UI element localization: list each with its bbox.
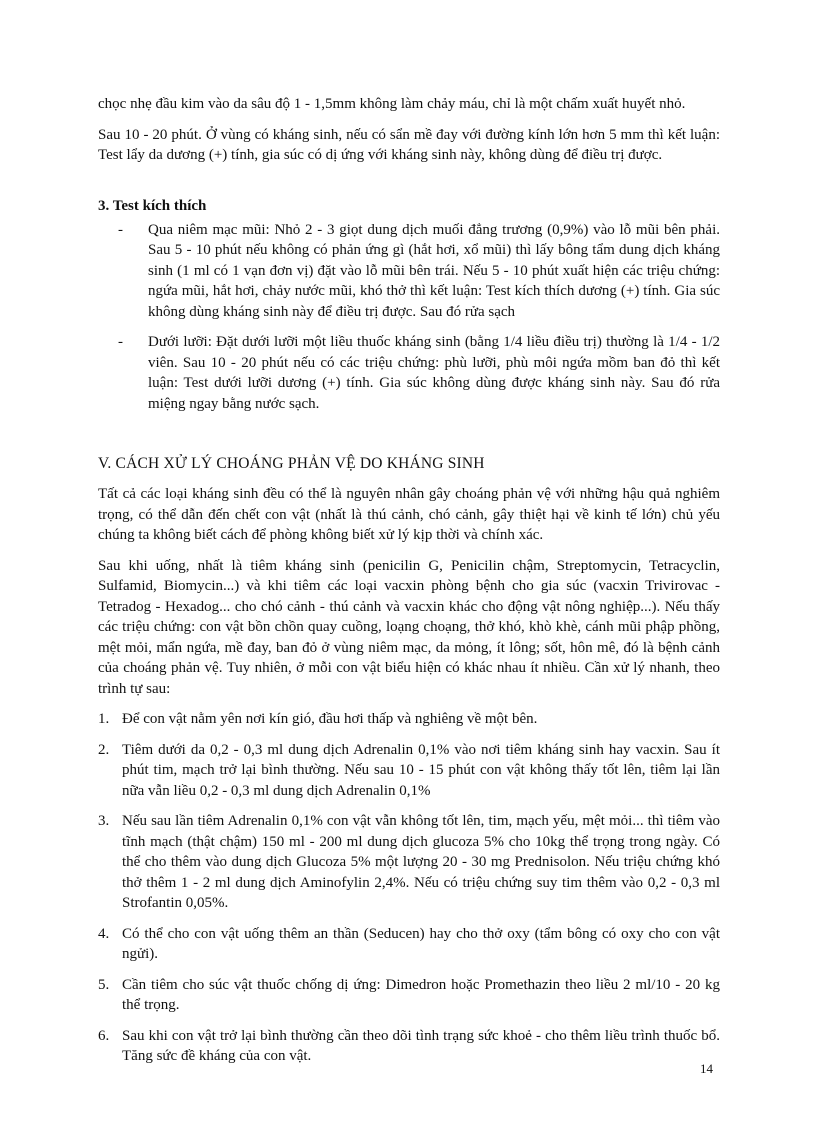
list-item-text: Dưới lưỡi: Đặt dưới lưỡi một liều thuốc kháng sinh (bằng 1/4 liều điều trị) thường là 1/4 - 1/2 viên. Sau 10 - 20 phút nếu có các triệu chứng: phù lưỡi, phù môi ngứa mồm ban đỏ thì kết luận: Test dưới lưỡi dương (+) tính. Gia súc không dùng được kháng sinh này. Sau đó rửa miệng ngay bằng nước sạch. <box>148 334 720 412</box>
dash-marker: - <box>118 334 123 350</box>
treatment-steps-list <box>98 709 720 1067</box>
list-item-text: Qua niêm mạc mũi: Nhỏ 2 - 3 giọt dung dịch muối đẳng trương (0,9%) vào lỗ mũi bên phải. Sau 5 - 10 phút nếu không có phản ứng gì (hắt hơi, xổ mũi) thì lấy bông tẩm dung dịch kháng sinh (1 ml có 1 vạn đơn vị) đặt vào lỗ mũi bên trái. Nếu 5 - 10 phút xuất hiện các triệu chứng: ngứa mũi, hắt hơi, chảy nước mũi, khó thở thì kết luận: Test kích thích dương (+) tính. Gia súc không dùng kháng sinh này để điều trị được. Sau đó rửa sạch <box>148 221 720 320</box>
list-item <box>98 924 720 965</box>
intro-paragraph-1: chọc nhẹ đầu kim vào da sâu độ 1 - 1,5mm không làm chảy máu, chỉ là một chấm xuất huyết nhỏ. <box>98 96 686 112</box>
list-item <box>98 709 720 730</box>
document-page <box>98 94 720 1077</box>
test-section-heading: 3. Test kích thích <box>98 197 207 214</box>
step-text: Cần tiêm cho súc vật thuốc chống dị ứng: Dimedron hoặc Promethazin theo liều 2 ml/10 - 20 kg thể trọng. <box>122 976 720 1013</box>
section-v-paragraph-1: Tất cả các loại kháng sinh đều có thể là nguyên nhân gây choáng phản vệ với những hậu quả nghiêm trọng, có thể dẫn đến chết con vật (nhất là thú cảnh, chó cảnh, gây thiệt hại về kinh tế lớn) chủ yếu chúng ta không biết cách để phòng không biết xử lý kịp thời và chính xác. <box>98 486 720 543</box>
step-text: Tiêm dưới da 0,2 - 0,3 ml dung dịch Adrenalin 0,1% vào nơi tiêm kháng sinh hay vacxin. Sau ít phút tim, mạch trở lại bình thường. Nếu sau 10 - 15 phút con vật không thấy tốt lên, tiêm lại lần nữa vẫn liều 0,2 - 0,3 ml dung dịch Adrenalin 0,1% <box>122 741 720 799</box>
section-v-title: V. CÁCH XỬ LÝ CHOÁNG PHẢN VỆ DO KHÁNG SINH <box>98 455 485 472</box>
step-number: 3. <box>98 813 110 829</box>
page-number: 14 <box>700 1061 713 1076</box>
list-item <box>98 811 720 914</box>
step-text: Để con vật nằm yên nơi kín gió, đầu hơi thấp và nghiêng về một bên. <box>122 711 538 727</box>
list-item <box>98 220 720 323</box>
step-number: 6. <box>98 1027 110 1044</box>
list-item <box>98 740 720 802</box>
step-text: Sau khi con vật trở lại bình thường cần theo dõi tình trạng sức khoẻ - cho thêm liều trình thuốc bổ. Tăng sức đề kháng của con vật. <box>122 1027 720 1064</box>
test-methods-list <box>98 220 720 415</box>
step-number: 2. <box>98 741 110 758</box>
step-text: Nếu sau lần tiêm Adrenalin 0,1% con vật vẫn không tốt lên, tim, mạch yếu, mệt mỏi... thì tiêm vào tĩnh mạch (thật chậm) 150 ml - 200 ml dung dịch glucoza 5% cho 10kg thể trọng trong ngày. Có thể cho thêm vào dung dịch Glucoza 5% một lượng 20 - 30 mg Prednisolon. Nếu triệu chứng khó thở thêm 1 - 2 ml dung dịch Aminofylin 2,4%. Nếu có triệu chứng suy tim thêm vào 0,2 - 0,3 ml Strofantin 0,05%. <box>122 813 720 911</box>
list-item <box>98 332 720 414</box>
list-item <box>98 975 720 1016</box>
step-number: 1. <box>98 711 110 727</box>
list-item <box>98 1026 720 1067</box>
step-number: 5. <box>98 976 110 993</box>
step-number: 4. <box>98 925 110 942</box>
intro-paragraph-2: Sau 10 - 20 phút. Ở vùng có kháng sinh, nếu có sẩn mề đay với đường kính lớn hơn 5 mm thì kết luận: Test lẩy da dương (+) tính, gia súc có dị ứng với kháng sinh này, không dùng để điều trị được. <box>98 126 720 163</box>
dash-marker: - <box>118 221 123 238</box>
step-text: Có thể cho con vật uống thêm an thần (Seducen) hay cho thở oxy (tẩm bông có oxy cho con vật ngửi). <box>122 925 720 962</box>
section-v-paragraph-2: Sau khi uống, nhất là tiêm kháng sinh (penicilin G, Penicilin chậm, Streptomycin, Tetracyclin, Sulfamid, Biomycin...) và khi tiêm các loại vacxin phòng bệnh cho gia súc (vacxin Trivirovac - Tetradog - Hexadog... cho chó cảnh - thú cảnh và vacxin khác cho động vật nông nghiệp...). Nếu thấy các triệu chứng: con vật bồn chồn quay cuồng, loạng choạng, thở khó, khò khè, cánh mũi phập phồng, mệt mỏi, mẩn ngứa, mề đay, ban đỏ ở vùng niêm mạc, da mỏng, ít lông; sốt, hôn mê, đó là bệnh cảnh của choáng phản vệ. Tuy nhiên, ở mỗi con vật biểu hiện có khác nhau ít nhiều. Cần xử lý nhanh, theo trình tự sau: <box>98 557 720 697</box>
